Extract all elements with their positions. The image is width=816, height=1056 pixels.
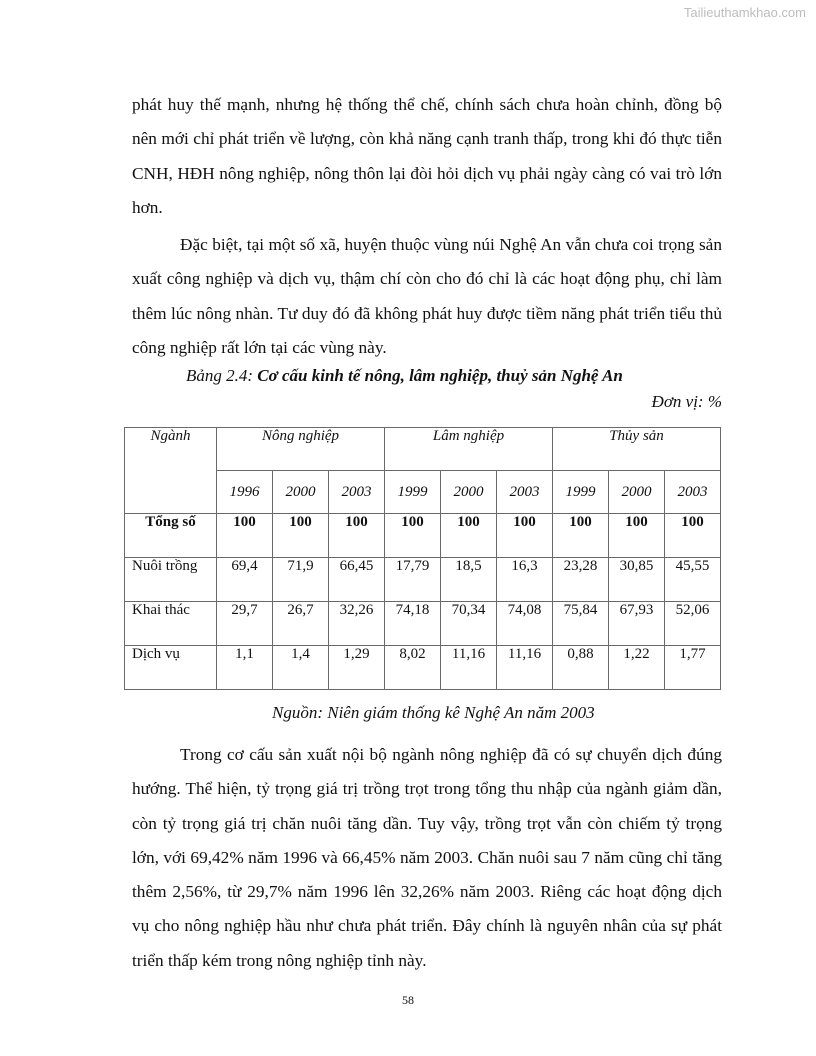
value-cell: 8,02 — [385, 646, 441, 690]
value-cell: 16,3 — [497, 558, 553, 602]
table-row-khai-thac — [125, 602, 721, 646]
group-header-thuy-san: Thủy sản — [553, 428, 721, 471]
value-cell: 100 — [609, 514, 665, 558]
value-cell: 1,1 — [217, 646, 273, 690]
data-table — [124, 427, 721, 690]
year-cell: 1996 — [217, 471, 273, 514]
value-cell: 17,79 — [385, 558, 441, 602]
row-label: Nuôi trồng — [125, 558, 217, 602]
table-unit: Đơn vị: % — [651, 392, 722, 411]
table-row-nuoi-trong — [125, 558, 721, 602]
value-cell: 32,26 — [329, 602, 385, 646]
value-cell: 66,45 — [329, 558, 385, 602]
paragraph-3: Trong cơ cấu sản xuất nội bộ ngành nông nghiệp đã có sự chuyển dịch đúng hướng. Thể hiện, tỷ trọng giá trị trồng trọt trong tổng thu nhập của ngành giảm dần, còn tỷ trọng giá trị chăn nuôi tăng dần. Tuy vậy, trồng trọt vẫn còn chiếm tỷ trọng lớn, với 69,42% năm 1996 và 66,45% năm 2003. Chăn nuôi sau 7 năm cũng chỉ tăng thêm 2,56%, từ 29,7% năm 1996 lên 32,26% năm 2003. Riêng các hoạt động dịch vụ cho nông nghiệp hầu như chưa phát triển. Đây chính là nguyên nhân của sự phát triển thấp kém trong nông nghiệp tỉnh này. — [132, 745, 722, 970]
year-cell: 2000 — [273, 471, 329, 514]
table-source: Nguồn: Niên giám thống kê Nghệ An năm 2003 — [272, 703, 595, 722]
value-cell: 11,16 — [497, 646, 553, 690]
year-cell: 2000 — [609, 471, 665, 514]
value-cell: 1,4 — [273, 646, 329, 690]
table-header-row — [125, 428, 721, 471]
year-cell: 2003 — [665, 471, 721, 514]
value-cell: 11,16 — [441, 646, 497, 690]
table-caption — [186, 366, 623, 386]
group-header-lam-nghiep: Lâm nghiệp — [385, 428, 553, 471]
value-cell: 71,9 — [273, 558, 329, 602]
value-cell: 23,28 — [553, 558, 609, 602]
value-cell: 100 — [329, 514, 385, 558]
year-cell: 1999 — [385, 471, 441, 514]
value-cell: 1,29 — [329, 646, 385, 690]
table-caption-title: Cơ cấu kinh tế nông, lâm nghiệp, thuỷ sản Nghệ An — [257, 366, 623, 385]
value-cell: 100 — [441, 514, 497, 558]
group-header-nong-nghiep: Nông nghiệp — [217, 428, 385, 471]
table-row-dich-vu — [125, 646, 721, 690]
value-cell: 74,08 — [497, 602, 553, 646]
year-cell: 1999 — [553, 471, 609, 514]
value-cell: 1,77 — [665, 646, 721, 690]
year-cell: 2003 — [329, 471, 385, 514]
value-cell: 75,84 — [553, 602, 609, 646]
value-cell: 74,18 — [385, 602, 441, 646]
paragraph-2: Đặc biệt, tại một số xã, huyện thuộc vùng núi Nghệ An vẫn chưa coi trọng sản xuất công nghiệp và dịch vụ, thậm chí còn cho đó chỉ là các hoạt động phụ, chỉ làm thêm lúc nông nhàn. Tư duy đó đã không phát huy được tiềm năng phát triển tiểu thủ công nghiệp rất lớn tại các vùng này. — [132, 235, 722, 357]
table-caption-prefix: Bảng 2.4: — [186, 366, 258, 385]
row-label: Dịch vụ — [125, 646, 217, 690]
year-cell: 2003 — [497, 471, 553, 514]
value-cell: 0,88 — [553, 646, 609, 690]
value-cell: 52,06 — [665, 602, 721, 646]
value-cell: 70,34 — [441, 602, 497, 646]
value-cell: 100 — [273, 514, 329, 558]
value-cell: 100 — [217, 514, 273, 558]
value-cell: 67,93 — [609, 602, 665, 646]
value-cell: 18,5 — [441, 558, 497, 602]
value-cell: 29,7 — [217, 602, 273, 646]
table-row-tong-so — [125, 514, 721, 558]
value-cell: 30,85 — [609, 558, 665, 602]
watermark: Tailieuthamkhao.com — [683, 5, 806, 20]
year-cell: 2000 — [441, 471, 497, 514]
value-cell: 100 — [385, 514, 441, 558]
paragraph-1: phát huy thế mạnh, nhưng hệ thống thể chế, chính sách chưa hoàn chỉnh, đồng bộ nên mới chỉ phát triển về lượng, còn khả năng cạnh tranh thấp, trong khi đó thực tiễn CNH, HĐH nông nghiệp, nông thôn lại đòi hỏi dịch vụ phải ngày càng có vai trò lớn hơn. — [132, 95, 722, 217]
value-cell: 100 — [497, 514, 553, 558]
value-cell: 100 — [665, 514, 721, 558]
page-number: 58 — [402, 993, 414, 1007]
value-cell: 69,4 — [217, 558, 273, 602]
value-cell: 100 — [553, 514, 609, 558]
row-label: Khai thác — [125, 602, 217, 646]
row-header-cell: Ngành — [125, 428, 217, 514]
value-cell: 26,7 — [273, 602, 329, 646]
value-cell: 1,22 — [609, 646, 665, 690]
value-cell: 45,55 — [665, 558, 721, 602]
row-label: Tổng số — [125, 514, 217, 558]
